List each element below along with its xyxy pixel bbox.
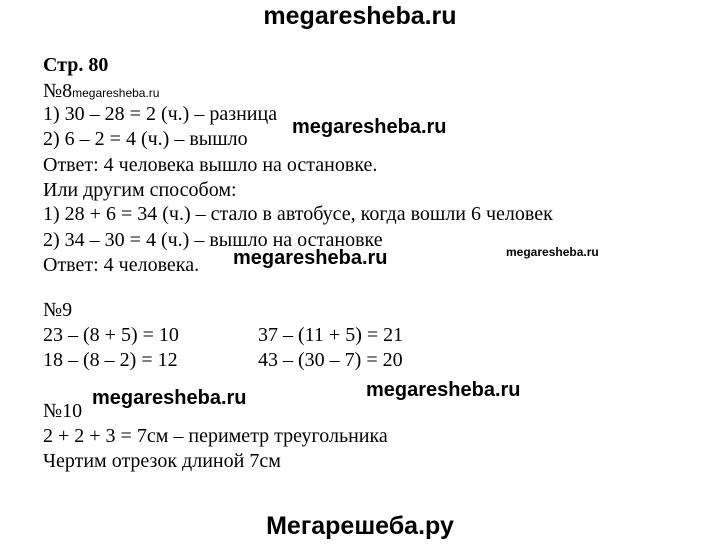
task8-number: №8 (43, 80, 73, 102)
task10-line-1: 2 + 2 + 3 = 7см – периметр треугольника (43, 425, 388, 447)
watermark-mid-3: megaresheba.ru (366, 379, 521, 401)
watermark-top: megaresheba.ru (263, 2, 457, 30)
task8-line-6: 2) 34 – 30 = 4 (ч.) – вышло на остановке (43, 229, 383, 251)
task8-line-7: Ответ: 4 человека. (43, 254, 200, 276)
task9-left-2: 18 – (8 – 2) = 12 (43, 349, 178, 371)
task8-line-2: 2) 6 – 2 = 4 (ч.) – вышло (43, 128, 248, 150)
watermark-small-right: megaresheba.ru (506, 245, 599, 259)
task10-line-2: Чертим отрезок длиной 7см (43, 450, 281, 472)
watermark-bottom: Мегарешеба.ру (266, 512, 454, 540)
task9-number: №9 (43, 299, 73, 321)
watermark-mid-1: megaresheba.ru (292, 116, 447, 138)
task10-number: №10 (43, 400, 83, 422)
task8-line-4: Или другим способом: (43, 179, 237, 201)
task9-right-1: 37 – (11 + 5) = 21 (258, 324, 404, 346)
task9-left-1: 23 – (8 + 5) = 10 (43, 324, 179, 346)
task8-line-5: 1) 28 + 6 = 34 (ч.) – стало в автобусе, когда вошли 6 человек (43, 203, 553, 225)
task8-line-3: Ответ: 4 человека вышло на остановке. (43, 154, 378, 176)
task8-line-1: 1) 30 – 28 = 2 (ч.) – разница (43, 103, 278, 125)
task9-right-2: 43 – (30 – 7) = 20 (258, 349, 403, 371)
task8-inline-watermark: megaresheba.ru (72, 86, 160, 100)
page-heading: Стр. 80 (43, 54, 109, 76)
watermark-mid-2: megaresheba.ru (233, 247, 388, 269)
watermark-mid-4: megaresheba.ru (92, 387, 247, 409)
